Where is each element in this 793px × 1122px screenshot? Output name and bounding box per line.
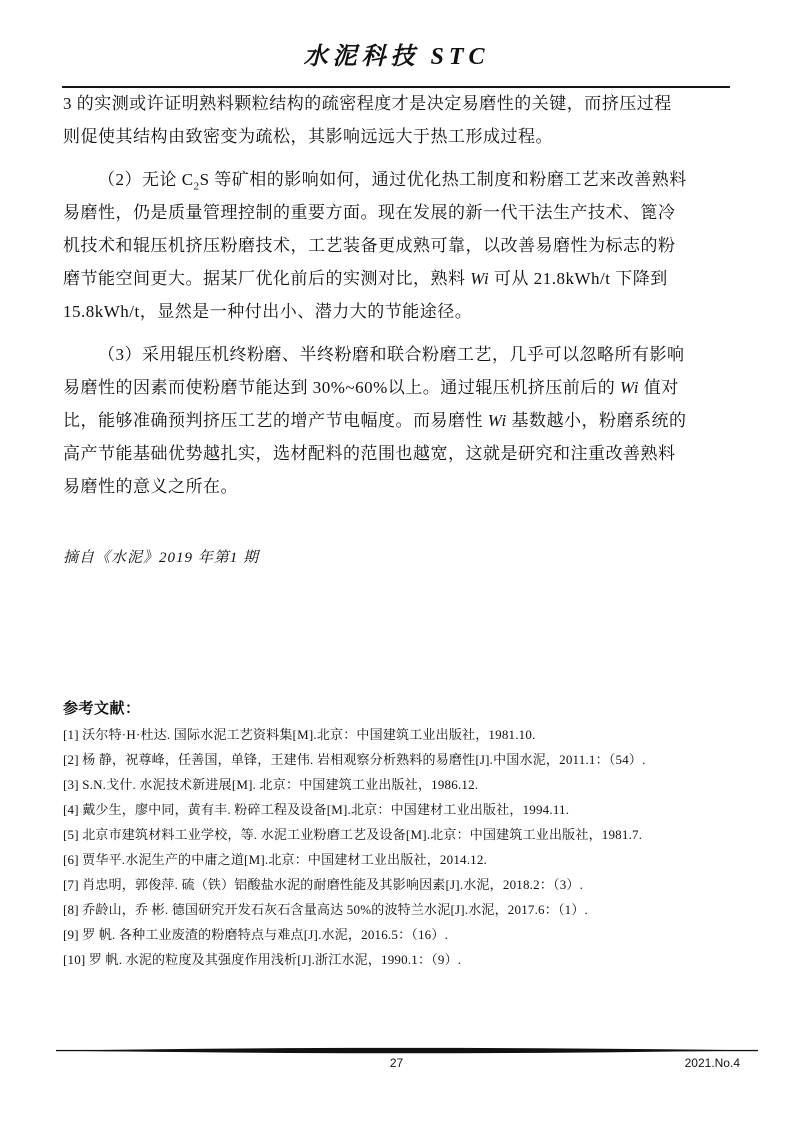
italic-term: Wi — [487, 411, 507, 430]
text-segment: 磨节能空间更大。据某厂优化前后的实测对比，熟料 — [63, 269, 471, 288]
body-text — [63, 87, 731, 503]
italic-term: Wi — [620, 378, 639, 397]
text-segment: 机技术和辊压机挤压粉磨技术，工艺装备更成熟可靠，以改善易磨性为标志的粉 — [63, 236, 676, 255]
reference-item: [9] 罗 帆. 各种工业废渣的粉磨特点与难点[J].水泥，2016.5：（16）. — [63, 927, 449, 942]
text-line — [63, 404, 731, 437]
reference-item: [1] 沃尔特·H·杜达. 国际水泥工艺资料集[M].北京：中国建筑工业出版社，1981.10. — [63, 727, 536, 742]
text-line — [63, 163, 731, 196]
text-segment: 易磨性，仍是质量管理控制的重要方面。现在发展的新一代干法生产技术、篦冷 — [63, 203, 676, 222]
text-segment: 3 的实测或许证明熟料颗粒结构的疏密程度才是决定易磨性的关键，而挤压过程 — [63, 94, 672, 113]
paragraph — [63, 338, 731, 503]
issue-number: 2021.No.4 — [684, 1056, 740, 1070]
text-line — [63, 338, 731, 371]
reference-item: [6] 贾华平.水泥生产的中庸之道[M].北京：中国建材工业出版社，2014.12. — [63, 852, 488, 867]
paragraph — [63, 87, 731, 153]
text-line — [63, 437, 731, 470]
text-segment: S 等矿相的影响如何，通过优化热工制度和粉磨工艺来改善熟料 — [199, 170, 687, 189]
reference-item: [4] 戴少生，廖中同，黄有丰. 粉碎工程及设备[M].北京：中国建材工业出版社，1994.11. — [63, 802, 570, 817]
page-number: 27 — [389, 1056, 404, 1070]
text-segment: （2）无论 C — [98, 170, 194, 189]
text-line — [63, 371, 731, 404]
references-list — [63, 722, 731, 972]
text-line — [63, 262, 731, 295]
references-heading: 参考文献： — [63, 701, 141, 717]
text-segment: 易磨性的因素而使粉磨节能达到 30%~60%以上。通过辊压机挤压前后的 — [63, 378, 621, 397]
paragraph — [63, 163, 731, 328]
reference-item: [2] 杨 静，祝尊峰，任善国，单锋，王建伟. 岩相观察分析熟料的易磨性[J].中国水泥，2011.1：（54）. — [63, 752, 646, 767]
text-segment: 高产节能基础优势越扎实，选材配料的范围也越宽，这就是研究和注重改善熟料 — [63, 444, 676, 463]
source-note: 摘自《水泥》2019 年第1 期 — [63, 550, 260, 566]
text-line — [63, 120, 731, 153]
footer-rule — [56, 1046, 758, 1056]
text-segment: 则促使其结构由致密变为疏松，其影响远远大于热工形成过程。 — [63, 127, 553, 146]
italic-term: Wi — [470, 269, 490, 288]
text-line — [63, 229, 731, 262]
text-line — [63, 87, 731, 120]
subscript-text: 2 — [193, 180, 200, 193]
text-line — [63, 295, 731, 328]
text-segment: （3）采用辊压机终粉磨、半终粉磨和联合粉磨工艺，几乎可以忽略所有影响 — [98, 345, 685, 364]
reference-item: [10] 罗 帆. 水泥的粒度及其强度作用浅析[J].浙江水泥，1990.1：（9）. — [63, 952, 462, 967]
journal-title: 水泥科技 STC — [303, 44, 490, 70]
text-segment: 可从 21.8kWh/t 下降到 — [489, 269, 668, 288]
reference-item: [8] 乔龄山，乔 彬. 德国研究开发石灰石含量高达 50%的波特兰水泥[J].水泥，2017.6：（1）. — [63, 902, 589, 917]
text-segment: 值对 — [638, 378, 679, 397]
reference-item: [3] S.N.戈什. 水泥技术新进展[M]. 北京：中国建筑工业出版社，1986.12. — [63, 777, 479, 792]
text-line — [63, 470, 731, 503]
text-segment: 基数越小，粉磨系统的 — [506, 411, 687, 430]
text-segment: 易磨性的意义之所在。 — [63, 477, 238, 496]
reference-item: [7] 肖忠明，郭俊萍. 硫（铁）铝酸盐水泥的耐磨性能及其影响因素[J].水泥，2018.2：（3）. — [63, 877, 584, 892]
reference-item: [5] 北京市建筑材料工业学校，等. 水泥工业粉磨工艺及设备[M].北京：中国建筑工业出版社，1981.7. — [63, 827, 643, 842]
text-segment: 15.8kWh/t，显然是一种付出小、潜力大的节能途径。 — [63, 302, 473, 321]
text-segment: 比，能够准确预判挤压工艺的增产节电幅度。而易磨性 — [63, 411, 488, 430]
text-line — [63, 196, 731, 229]
